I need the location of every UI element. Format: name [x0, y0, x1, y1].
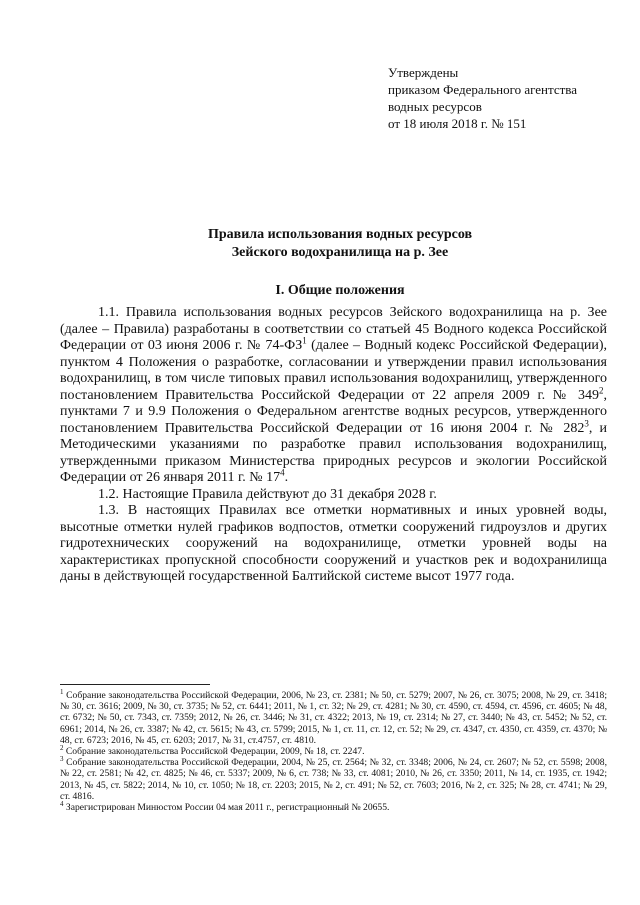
- paragraph-text: , и Методическими указаниями по разработке правил использования водохранилищ, утвержденными приказом Министерства природных ресурсов и экологии Российской Федерации от 26 января 2011 г. № 17: [60, 420, 607, 485]
- title-line: Правила использования водных ресурсов: [207, 227, 473, 242]
- footnotes: [60, 687, 607, 814]
- paragraph-1-2: 1.2. Настоящие Правила действуют до 31 декабря 2028 г.: [98, 486, 437, 502]
- paragraph-text: (далее – Водный кодекс Российской Федерации), пунктом 4 Положения о разработке, согласовании и утверждении правил использования водохранилищ, в том числе типовых правил использования водохранилищ, утвержденного постановлением Правительства Российской Федерации от 22 апреля 2009 г. № 349: [60, 338, 607, 403]
- approval-line: от 18 июля 2018 г. № 151: [388, 116, 527, 131]
- paragraph-1-3: 1.3. В настоящих Правилах все отметки нормативных и иных уровней воды, высотные отметки нулей графиков водпостов, отметки сооружений гидроузлов и других гидротехнических сооружений на водохранилище, отметки уровней воды на характеристиках пропускной способности сооружений и участков рек и водохранилища даны в действующей государственной Балтийской системе высот 1977 года.: [60, 503, 607, 584]
- footnote-mark: 4: [60, 799, 64, 808]
- footnote-text: Собрание законодательства Российской Федерации, 2009, № 18, ст. 2247.: [63, 746, 365, 758]
- footnote-ref: 4: [280, 467, 285, 478]
- footnote-text: Собрание законодательства Российской Федерации, 2004, № 25, ст. 2564; № 32, ст. 3348; 2006, № 24, ст. 2607; № 52, ст. 5598; 2008, № 22, ст. 2581; № 42, ст. 4825; № 46, ст. 5337; 2009, № 6, ст. 738; № 33, ст. 4081; 2010, № 26, ст. 3350; 2011, № 14, ст. 1935, ст. 1942; 2013, № 45, ст. 5822; 2014, № 10, ст. 1050; № 18, ст. 2203; 2015, № 2, ст. 491; № 52, ст. 7603; 2016, № 2, ст. 325; № 28, ст. 4741; № 29, ст. 4816.: [60, 757, 607, 802]
- footnote-4: [60, 799, 607, 814]
- footnote-mark: 3: [60, 755, 64, 764]
- approval-stamp: [388, 64, 577, 132]
- footnote-ref: 2: [599, 384, 604, 395]
- footnote-mark: 1: [60, 687, 64, 696]
- footnote-ref: 3: [584, 417, 589, 428]
- footnote-1: [60, 687, 607, 746]
- paragraph-text: , пунктами 7 и 9.9 Положения о Федеральном агентстве водных ресурсов, утвержденного постановлением Правительства Российской Федерации от 16 июня 2004 г. № 282: [60, 387, 607, 436]
- document-body: [60, 305, 607, 586]
- paragraph-text: .: [284, 470, 289, 485]
- section-heading: I. Общие положения: [275, 283, 405, 298]
- title-line: Зейского водохранилища на р. Зее: [231, 245, 449, 260]
- footnote-divider: [60, 684, 210, 685]
- approval-line: водных ресурсов: [388, 99, 482, 114]
- footnote-mark: 2: [60, 743, 64, 752]
- approval-line: Утверждены: [388, 65, 459, 80]
- document-title: [60, 226, 620, 262]
- footnote-text: Зарегистрирован Минюстом России 04 мая 2011 г., регистрационный № 20655.: [63, 802, 390, 814]
- footnote-2: [60, 743, 607, 758]
- footnote-ref: 1: [302, 335, 307, 346]
- paragraph-text: 1.1. Правила использования водных ресурсов Зейского водохранилища на р. Зее (далее – Правила) разработаны в соответствии со статьей 45 Водного кодекса Российской Федерации от 03 июня 2006 г. № 74-ФЗ: [60, 305, 607, 353]
- footnote-text: Собрание законодательства Российской Федерации, 2006, № 23, ст. 2381; № 50, ст. 5279; 2007, № 26, ст. 3075; 2008, № 29, ст. 3418; № 30, ст. 3616; 2009, № 30, ст. 3735; № 52, ст. 6441; 2011, № 1, ст. 32; № 29, ст. 4281; № 30, ст. 4590, ст. 4594, ст. 4596, ст. 4605; № 48, ст. 6732; № 50, ст. 7343, ст. 7359; 2012, № 26, ст. 3446; № 31, ст. 4322; 2013, № 19, ст. 2314; № 27, ст. 3440; № 43, ст. 5452; № 52, ст. 6961; 2014, № 26, ст. 3387; № 42, ст. 5615; № 43, ст. 5799; 2015, № 1, ст. 11, ст. 12, ст. 52; № 29, ст. 4347, ст. 4350, ст. 4359, ст. 4370; № 48, ст. 6723; 2016, № 45, ст. 6203; 2017, № 31, ст.4757, ст. 4810.: [60, 690, 607, 746]
- paragraph-1-1: [60, 305, 607, 487]
- footnote-3: [60, 757, 607, 802]
- approval-line: приказом Федерального агентства: [388, 82, 578, 97]
